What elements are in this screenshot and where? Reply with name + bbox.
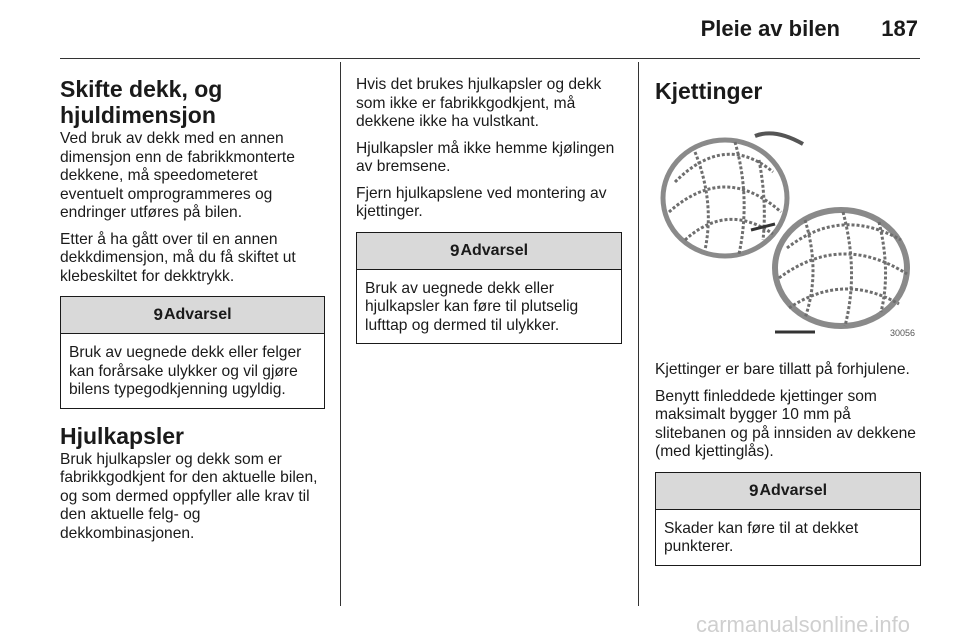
header-divider [60, 58, 920, 59]
warning-text: Skader kan føre til at dekket punkterer. [664, 519, 859, 555]
warning-icon: 9 [153, 305, 163, 324]
warning-icon: 9 [748, 480, 759, 500]
warning-header [357, 233, 621, 270]
column-1 [60, 72, 325, 551]
paragraph: Bruk hjulkapsler og dekk som er fabrikkgodkjent for den aktuelle bilen, og som dermed oppfyller alle krav til den aktuelle felg- og dekkombinasjonen. [60, 450, 318, 542]
warning-box [655, 472, 921, 566]
paragraph: Etter å ha gått over til en annen dekkdimensjon, må du få skiftet ut klebeskiltet for dekktrykk. [60, 230, 296, 285]
warning-title: Advarsel [163, 306, 232, 323]
warning-icon: 9 [449, 240, 460, 260]
warning-box [356, 232, 622, 345]
heading-hubcaps: Hjulkapsler [60, 422, 184, 449]
column-2 [356, 72, 622, 344]
chain-ring-2 [775, 210, 907, 326]
watermark-text: carmanualsonline.info [695, 612, 910, 637]
chain-tensioner-1 [755, 133, 803, 144]
chain-ring-1 [663, 140, 787, 256]
column-divider-1 [340, 62, 341, 606]
warning-title: Advarsel [460, 241, 529, 259]
warning-text: Bruk av uegnede dekk eller hjulkapsler kan føre til plutselig lufttap og dermed til ulykker. [365, 279, 579, 334]
paragraph: Hvis det brukes hjulkapsler og dekk som ikke er fabrikkgodkjent, må dekkene ikke ha vulstkant. [356, 76, 602, 130]
page-number: 187 [881, 16, 918, 41]
chain-links-1 [669, 142, 781, 254]
paragraph: Kjettinger er bare tillatt på forhjulene. [655, 361, 910, 378]
paragraph: Benytt finleddede kjettinger som maksimalt bygger 10 mm på slitebanen og på innsiden av dekkene (med kjettinglås). [655, 387, 916, 460]
heading-snow-chains: Kjettinger [655, 78, 763, 104]
column-divider-2 [638, 62, 639, 606]
warning-header [656, 473, 920, 510]
warning-box [60, 296, 325, 409]
watermark [60, 612, 940, 638]
paragraph: Fjern hjulkapslene ved montering av kjettinger. [356, 184, 607, 220]
figure-number: 30056 [889, 328, 915, 338]
page-section-title: Pleie av bilen [700, 16, 840, 41]
paragraph: Hjulkapsler må ikke hemme kjølingen av bremsene. [356, 139, 615, 175]
warning-text: Bruk av uegnede dekk eller felger kan forårsake ulykker og vil gjøre bilens typegodkjenning ugyldig. [69, 344, 302, 398]
paragraph: Ved bruk av dekk med en annen dimensjon enn de fabrikkmonterte dekkene, må speedometeret eventuelt omprogrammeres og endringer utføres på bilen. [60, 130, 295, 221]
warning-title: Advarsel [759, 481, 828, 499]
snow-chains-illustration [655, 122, 919, 340]
column-3 [655, 72, 921, 566]
heading-tyre-change: Skifte dekk, og hjuldimensjon [60, 76, 223, 128]
warning-header [61, 297, 324, 334]
